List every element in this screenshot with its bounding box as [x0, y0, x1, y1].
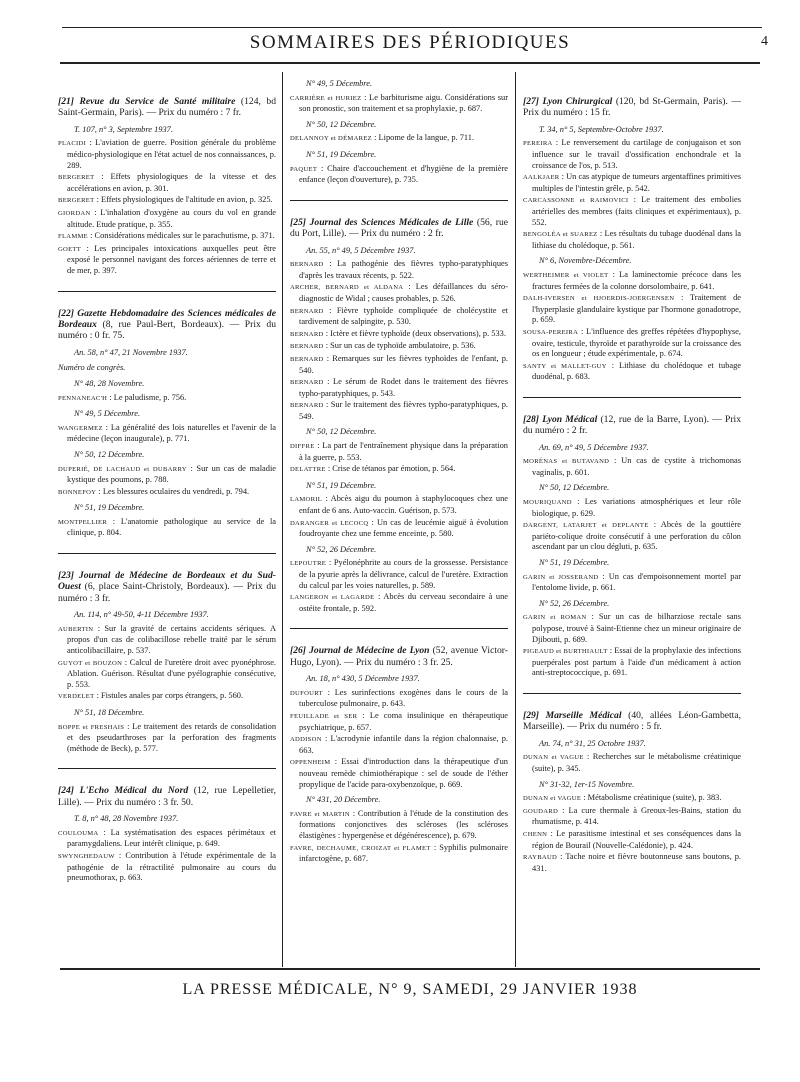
article-title: : Le parasitisme intestinal et ses conséquences dans la région de Bourail (Nouvelle-Calédonie), p. 424. [532, 828, 741, 850]
article-title: : Les surinfections exogènes dans le cours de la tuberculose pulmonaire, p. 643. [299, 687, 508, 709]
article-entry [523, 520, 741, 553]
issue-line: N° 50, 12 Décembre. [539, 483, 610, 493]
article-authors: GUYOT et BOUZON [58, 659, 123, 667]
article-entry [58, 208, 276, 230]
article-title: : Le paludisme, p. 756. [107, 392, 187, 402]
article-entry [58, 851, 276, 884]
issue-line: N° 51, 19 Décembre. [539, 558, 610, 568]
article-title: : Essai de la prophylaxie des infections puerpérales post partum à l'aide d'un médicament à action anti-streptococcique, p. 691. [532, 646, 741, 678]
article-title: : Pyélonéphrite au cours de la grossesse. Persistance de la pyurie après la délivrance, calcul de l'uretère. Extraction du calcul par les voies naturelles, p. 589. [299, 558, 508, 590]
section-separator [58, 553, 276, 554]
article-title: : Recherches sur le métabolisme créatinique (suite), p. 345. [532, 752, 741, 773]
article-authors: BENGOLÉA et SUAREZ [523, 231, 598, 239]
article-title: : L'acrodynie infantile dans la région chalonnaise, p. 663. [299, 734, 508, 755]
article-entry [58, 423, 276, 445]
article-title: : Le traitement des retards de consolidation et des pseudarthroses par la perforation des fragments (méthode de Beck), p. 577. [67, 721, 277, 753]
article-title: : Sur le traitement des fièvres typho-paratyphiques, p. 549. [299, 400, 508, 421]
article-authors: DALH-IVERSEN et HJOERDIS-JOERGENSEN [523, 295, 675, 303]
article-title: : Sur un cas de maladie kystique des poumons, p. 788. [67, 463, 276, 485]
journal-heading [523, 96, 741, 119]
article-authors: LANGERON et LAGARDE [290, 594, 375, 602]
issue-line: An. 114, n° 49-50, 4-11 Décembre 1937. [74, 610, 209, 620]
article-authors: DUNAN et VAGUE [523, 795, 582, 803]
article-title: : Calcul de l'uretère droit avec pyonéphrose. Ablation. Guérison. Résultat d'une pyélographie consécutive, p. 553. [67, 657, 277, 689]
article-entry [58, 195, 276, 207]
issue-line: N° 6, Novembre-Décembre. [539, 256, 632, 266]
article-title: : Le sérum de Rodet dans le traitement des fièvres typho-paratyphiques, p. 543. [299, 377, 508, 398]
journal-address: (52, avenue Victor-Hugo, Lyon). — Prix du numéro : 3 fr. 25. [290, 645, 508, 668]
article-title: : Les résultats du tubage duodénal dans la lithiase du cholédoque, p. 561. [532, 229, 742, 250]
issue-line: An. 69, n° 49, 5 Décembre 1937. [539, 442, 649, 452]
journal-section [58, 785, 276, 883]
article-title: : Effets physiologiques de la vitesse et des accélérations en avion, p. 301. [67, 172, 276, 193]
article-title: : Abcès du cerveau secondaire à une ostéite frontale, p. 592. [299, 592, 508, 613]
article-authors: COULOUMA [58, 829, 99, 837]
journal-heading [58, 308, 276, 342]
article-entry [290, 843, 508, 865]
section-separator [58, 291, 276, 292]
article-entry [58, 172, 276, 194]
article-entry [290, 93, 508, 115]
column-2 [290, 74, 508, 866]
article-authors: BOPPE et FRESHAIS [58, 723, 125, 731]
issue-line: N° 48, 28 Novembre. [74, 378, 145, 388]
article-entry [523, 852, 741, 874]
article-title: : Un cas atypique de tumeurs argentaffines primitives multiples de l'intestin grêle, p. 542. [532, 172, 741, 193]
article-entry [523, 138, 741, 171]
journal-address: (40, allées Léon-Gambetta, Marseille). — Prix du numéro : 5 fr. [523, 709, 742, 733]
issue-line: N° 50, 12 Décembre. [306, 119, 377, 129]
article-title: : Un cas de cystite à trichomonas vaginalis, p. 601. [532, 456, 742, 477]
article-title: : Chaire d'accouchement et d'hygiène de la première enfance (leçon d'ouverture), p. 735. [299, 163, 508, 185]
article-entry [58, 722, 276, 755]
article-title: : Fistules anales par corps étrangers, p. 560. [94, 691, 244, 701]
article-authors: CARRIÈRE et HURIEZ [290, 94, 362, 102]
issue-line: T. 107, n° 3, Septembre 1937. [74, 124, 173, 134]
article-title: : Les principales intoxications auxquelles peut être exposé le personnel navigant des forces aériennes de terre et de mer, p. 397. [67, 243, 276, 275]
article-authors: DELATTRE [290, 466, 326, 474]
article-title: : Considérations médicales sur le parachutisme, p. 371. [88, 231, 275, 241]
article-title: : La pathogénie des fièvres typho-paratyphiques d'après les travaux récents, p. 522. [299, 259, 508, 280]
article-authors: AUBERTIN [58, 625, 94, 633]
article-authors: BERGERET [58, 197, 95, 205]
page-header [60, 32, 768, 64]
article-authors: WANGERMEZ [58, 424, 103, 432]
article-authors: WERTHEIMER et VIOLET [523, 271, 609, 279]
article-entry [290, 306, 508, 328]
issue-line: N° 52, 26 Décembre. [539, 598, 610, 608]
issue-line: N° 51, 18 Décembre. [74, 708, 145, 718]
article-authors: GOETT [58, 245, 82, 253]
column-rule-2 [515, 72, 516, 967]
article-entry [523, 361, 741, 383]
article-entry [290, 809, 508, 842]
journal-section [523, 414, 741, 679]
article-authors: FLAMME [58, 233, 89, 241]
journal-address: (12, rue de la Barre, Lyon). — Prix du numéro : 2 fr. [523, 413, 741, 437]
article-authors: VERDELET [58, 693, 95, 701]
issue-note: Numéro de congrès. [58, 363, 126, 373]
article-title: : La généralité des lois naturelles et l'avenir de la médecine (leçon inaugurale), p. 771. [67, 422, 276, 444]
issue-line: N° 52, 26 Décembre. [306, 544, 377, 554]
article-entry [523, 293, 741, 326]
article-authors: CARCASSONNE et RAIMOVICI [523, 197, 629, 205]
article-entry [523, 572, 741, 594]
article-title: : La laminectomie précoce dans les fractures fermées de la colonne dorsolombaire, p. 641. [532, 269, 741, 291]
journal-section [58, 96, 276, 277]
article-authors: CHENN [523, 830, 548, 838]
article-entry [290, 558, 508, 591]
article-entry [58, 464, 276, 486]
article-authors: BERNARD [290, 402, 324, 410]
article-title: : Abcès de la gouttière pariéto-colique droite consécutif à une perforation du côlon ascendant par un clou dégluti, p. 635. [532, 520, 741, 552]
article-title: : L'anatomie pathologique au service de la clinique, p. 804. [67, 516, 276, 538]
article-title: : Contribution à l'étude de la constitution des formations conjonctives des scléroses (les scléroses élastigènes : hypergenèse et dégénérescence), p. 679. [299, 808, 508, 840]
journal-section [290, 645, 508, 864]
article-authors: GIORDAN [58, 209, 91, 217]
journal-title: [26] Journal de Médecine de Lyon [290, 645, 430, 657]
journal-title: [27] Lyon Chirurgical [523, 96, 613, 107]
article-title: : Effets physiologiques de l'altitude en avion, p. 325. [94, 195, 273, 205]
journal-title: [25] Journal des Sciences Médicales de Lille [290, 216, 474, 228]
journal-section [290, 79, 508, 186]
article-authors: MORÉNAS et BUTAVAND [523, 458, 610, 466]
column-3 [523, 96, 741, 875]
column-1 [58, 96, 276, 885]
journal-title: [21] Revue du Service de Santé militaire [58, 96, 236, 107]
article-authors: DUNAN et VAGUE [523, 754, 584, 762]
issue-line: T. 8, n° 48, 28 Novembre 1937. [74, 814, 179, 824]
article-title: : Essai d'introduction dans la thérapeutique d'un nouveau remède chimiothérapique : sel de soude de l'éther propylique de l'acide para-oxybenzoïque, p. 669. [299, 757, 508, 789]
journal-section [290, 217, 508, 615]
article-entry [58, 658, 276, 691]
article-title: : Contribution à l'étude expérimentale de la pathogénie de la rétractilité pulmonaire au cours du pneumothorax, p. 663. [67, 851, 276, 883]
issue-line: N° 51, 19 Décembre. [306, 480, 377, 490]
journal-title: [29] Marseille Médical [523, 709, 622, 721]
page-number: 4 [761, 34, 768, 49]
journal-heading [58, 96, 276, 119]
article-authors: LAMORIL [290, 496, 323, 504]
issue-line: An. 58, n° 47, 21 Novembre 1937. [74, 347, 188, 357]
article-entry [523, 172, 741, 194]
article-entry [523, 646, 741, 679]
article-authors: BERNARD [290, 355, 324, 363]
article-title: : Les défaillances du séro-diagnostic de Widal ; causes probables, p. 526. [299, 282, 509, 303]
issue-line: N° 51, 19 Décembre. [306, 149, 377, 159]
article-authors: MOURIQUAND [523, 499, 572, 507]
journal-heading [58, 785, 276, 808]
issue-line: N° 49, 5 Décembre. [74, 409, 141, 419]
article-authors: DARGENT, LATARJET et DEPLANTE [523, 522, 649, 530]
article-entry [523, 195, 741, 228]
article-entry [58, 244, 276, 277]
journal-heading [290, 645, 508, 668]
article-entry [523, 327, 741, 360]
article-authors: AALKJAER [523, 174, 560, 182]
page-title: SOMMAIRES DES PÉRIODIQUES [249, 32, 571, 53]
article-title: : Le barbiturisme aigu. Considérations sur son pronostic, son traitement et sa prophylaxie, p. 687. [299, 92, 509, 114]
article-authors: DELANNOY et DÉMAREZ [290, 135, 373, 143]
journal-address: (124, bd Saint-Germain, Paris). — Prix du numéro : 7 fr. [58, 96, 276, 119]
journal-address: (12, rue Lepelletier, Lille). — Prix du numéro : 3 fr. 50. [58, 785, 276, 808]
issue-line: N° 49, 5 Décembre. [306, 79, 373, 88]
article-authors: DUPERIÉ, DE LACHAUD et DUBARRY [58, 465, 187, 473]
article-entry [58, 393, 276, 405]
article-authors: BERNARD [290, 261, 324, 269]
journal-title: [28] Lyon Médical [523, 413, 598, 425]
article-entry [290, 282, 508, 304]
article-authors: GARIN et ROMAN [523, 614, 587, 622]
article-entry [290, 259, 508, 281]
section-separator [290, 628, 508, 629]
header-top-rule [62, 27, 762, 28]
article-title: : Traitement de l'hyperplasie glandulaire kystique par l'hormone gonadotrope, p. 659. [532, 293, 741, 325]
article-authors: DUFOURT [290, 689, 323, 697]
article-entry [290, 592, 508, 614]
journal-address: (6, place Saint-Christoly, Bordeaux). — Prix du numéro : 3 fr. [58, 581, 276, 604]
article-title: : Le traitement des embolies artérielles des membres (faits cliniques et expérimentaux), p. 552. [532, 195, 741, 227]
section-separator [58, 768, 276, 769]
article-authors: BERNARD [290, 379, 324, 387]
footer-text: LA PRESSE MÉDICALE, N° 9, SAMEDI, 29 JANVIER 1938 [182, 981, 638, 998]
article-title: : Crise de tétanos par émotion, p. 564. [325, 464, 456, 474]
article-entry [290, 377, 508, 399]
article-entry [523, 752, 741, 774]
article-entry [58, 487, 276, 499]
journal-title: [22] Gazette Hebdomadaire des Sciences médicales de Bordeaux [58, 307, 276, 330]
article-authors: MONTPELLIER [58, 518, 108, 526]
journal-section [58, 308, 276, 540]
article-entry [58, 624, 276, 657]
article-authors: BERNARD [290, 343, 324, 351]
article-entry [58, 691, 276, 703]
journal-section [523, 710, 741, 874]
issue-line: T. 34, n° 5, Septembre-Octobre 1937. [539, 124, 664, 134]
article-entry [523, 793, 741, 805]
article-title: : L'aviation de guerre. Position générale du problème médico-physiologique en l'état actuel de nos connaissances, p. 289. [67, 138, 276, 170]
issue-line: An. 74, n° 31, 25 Octobre 1937. [539, 738, 646, 748]
article-title: : L'inhalation d'oxygène au cours du vol en grande altitude. Etude pratique, p. 355. [67, 207, 276, 229]
article-title: : Le renversement du cartilage de conjugaison et son influence sur le travail d'ossification enchondrale et la croissance de l'os, p. 513. [532, 138, 741, 170]
journal-title: [23] Journal de Médecine de Bordeaux et du Sud-Ouest [58, 570, 276, 593]
journal-heading [58, 570, 276, 604]
article-entry [523, 806, 741, 828]
article-title: : Remarques sur les fièvres typhoïdes de l'enfant, p. 540. [299, 353, 508, 375]
article-entry [290, 164, 508, 186]
article-title: : La part de l'entraînement physique dans la préparation à la guerre, p. 553. [299, 441, 508, 462]
article-title: : L'influence des greffes répétées d'hypophyse, ovaire, testicule, thyroïde et parathyroïde sur la croissance des os en longueur ; étude expérimentale, p. 674. [532, 326, 741, 359]
section-separator [290, 200, 508, 201]
article-entry [290, 341, 508, 353]
article-entry [290, 688, 508, 710]
article-entry [290, 518, 508, 540]
article-authors: RAYBAUD [523, 854, 558, 862]
article-authors: PLACIDI [58, 140, 87, 148]
article-entry [523, 612, 741, 645]
article-title: : Métabolisme créatinique (suite), p. 383. [581, 793, 722, 803]
article-entry [58, 828, 276, 850]
article-authors: GARIN et JOSSERAND [523, 573, 599, 581]
article-entry [290, 711, 508, 733]
article-title: : La cure thermale à Greoux-les-Bains, station du rhumatisme, p. 414. [532, 805, 741, 827]
article-entry [58, 231, 276, 243]
article-authors: FEUILLADE et SER [290, 712, 358, 720]
article-title: : La systématisation des espaces périmétaux et paramygdaliens. Leur intérêt clinique, p. 649. [67, 827, 276, 849]
article-title: : Abcès aigu du poumon à staphylocoques chez une enfant de 6 ans. Auto-vaccin. Guérison, p. 573. [299, 494, 508, 516]
article-entry [523, 270, 741, 292]
article-entry [523, 229, 741, 251]
article-title: : Sur la gravité de certains accidents sériques. A propos d'un cas de colibacillose rebelle traité par le sérum anticolibacillaire, p. 537. [67, 623, 276, 656]
article-entry [290, 441, 508, 463]
article-entry [523, 456, 741, 478]
article-title: : Syphilis pulmonaire infarctogène, p. 687. [299, 842, 508, 864]
article-authors: SANTY et MALLET-GUY [523, 362, 607, 370]
article-authors: PAQUET [290, 165, 318, 173]
article-entry [523, 497, 741, 519]
article-title: : Le coma insulinique en thérapeutique psychiatrique, p. 657. [299, 710, 508, 732]
article-authors: OPPENHEIM [290, 759, 331, 767]
article-title: : Tache noire et fièvre boutonneuse sans boutons, p. 431. [532, 852, 741, 873]
article-title: : Les variations atmosphériques et leur rôle biologique, p. 629. [532, 497, 741, 518]
issue-line: An. 55, n° 49, 5 Décembre 1937. [306, 245, 416, 255]
article-authors: BERGERET [58, 174, 95, 182]
article-authors: GOUDARD [523, 807, 559, 815]
article-authors: DIFFRE [290, 443, 315, 451]
issue-line: N° 431, 20 Décembre. [306, 795, 381, 805]
column-rule-1 [282, 72, 283, 967]
article-entry [290, 400, 508, 422]
article-entry [290, 494, 508, 516]
section-separator [523, 693, 741, 694]
article-entry [58, 138, 276, 171]
journal-heading [290, 217, 508, 240]
journal-heading [523, 414, 741, 437]
article-entry [290, 329, 508, 341]
article-entry [290, 133, 508, 145]
article-authors: FAVRE, DECHAUME, CROIZAT et FLAMET [290, 844, 431, 852]
issue-line: N° 31-32, 1er-15 Novembre. [539, 779, 635, 789]
issue-line: N° 51, 19 Décembre. [74, 503, 145, 513]
journal-address: (56, rue du Port, Lille). — Prix du numéro : 2 fr. [290, 216, 509, 240]
article-entry [290, 464, 508, 476]
article-title: : Sur un cas de typhoïde ambulatoire, p. 536. [323, 341, 476, 351]
article-title: : Lipome de la langue, p. 711. [372, 133, 475, 143]
journal-address: (8, rue Paul-Bert, Bordeaux). — Prix du numéro : 0 fr. 75. [58, 318, 276, 342]
journal-address: (120, bd St-Germain, Paris). — Prix du numéro : 15 fr. [523, 96, 741, 119]
article-authors: LEPOUTRE [290, 560, 327, 568]
article-title: : Un cas de leucémie aiguë à évolution foudroyante chez une femme enceinte, p. 580. [299, 517, 509, 539]
journal-section [58, 570, 276, 754]
article-entry [523, 829, 741, 851]
article-title: : Fièvre typhoïde compliquée de cholécystite et tardivement de salpingite, p. 530. [299, 305, 508, 327]
article-authors: PIGEAUD et BURTHIAULT [523, 648, 608, 656]
article-authors: ARCHER, BERNARD et ALDANA [290, 284, 404, 292]
issue-line: An. 18, n° 430, 5 Décembre 1937. [306, 674, 420, 684]
journal-heading [523, 710, 741, 733]
issue-line: N° 50, 12 Décembre. [306, 427, 377, 437]
section-separator [523, 397, 741, 398]
article-authors: BERNARD [290, 330, 324, 338]
journal-title: [24] L'Echo Médical du Nord [58, 785, 189, 797]
page-footer [60, 968, 760, 999]
journal-section [523, 96, 741, 383]
article-entry [290, 734, 508, 756]
article-authors: DARANGER et LECOCQ [290, 519, 369, 527]
article-authors: BONNEFOY [58, 488, 97, 496]
article-authors: SWYNGHEDAUW [58, 853, 115, 860]
article-authors: BERNARD [290, 307, 324, 315]
article-entry [58, 517, 276, 539]
article-title: : Sur un cas de bilharziose rectale sans polypose, trouvé à Saint-Etienne chez un mineur originaire de Djibouti, p. 689. [532, 612, 741, 644]
article-authors: ADDISON [290, 736, 322, 744]
article-authors: PEREIRA [523, 140, 553, 148]
article-authors: PENNANEAC'H [58, 394, 108, 402]
article-title: : Ictère et fièvre typhoïde (deux observations), p. 533. [323, 328, 506, 338]
article-authors: SOUSA-PEREIRA [523, 328, 579, 336]
article-title: : Un cas d'empoisonnement mortel par l'entolome livide, p. 661. [532, 571, 741, 593]
article-authors: FAVRE et MARTIN [290, 810, 350, 818]
article-entry [290, 354, 508, 376]
article-title: : Les blessures oculaires du vendredi, p. 794. [96, 486, 250, 496]
article-entry [290, 757, 508, 790]
issue-line: N° 50, 12 Décembre. [74, 449, 145, 459]
article-title: : Lithiase du cholédoque et tubage duodénal, p. 683. [532, 360, 741, 382]
